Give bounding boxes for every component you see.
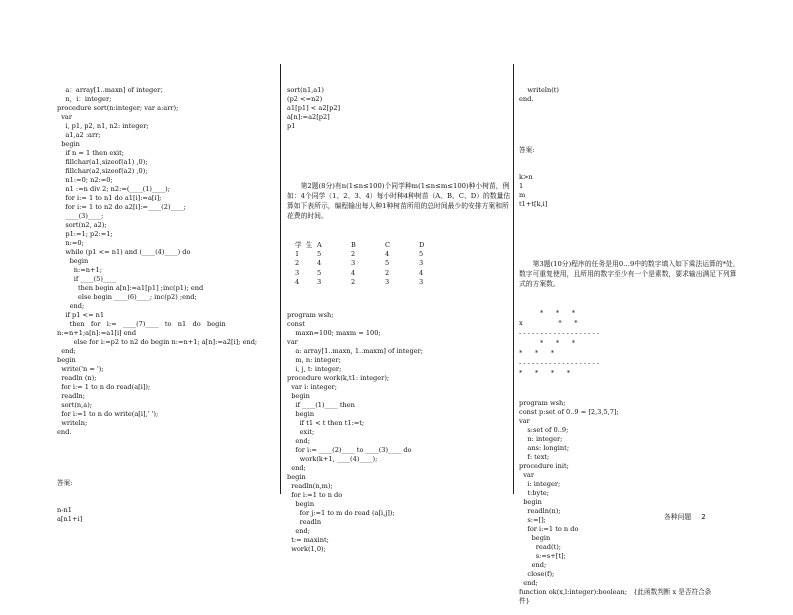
time-table <box>295 241 513 287</box>
code-line: end; <box>57 347 76 355</box>
code-line: const p:set of 0..9 = [2,3,5,7]; <box>519 408 619 416</box>
code-line: var i: integer; <box>287 382 337 391</box>
answer-line: a1[p1] < a2[p2] <box>287 104 341 112</box>
table-cell: 学 生 <box>295 241 313 249</box>
code-line: readln; <box>57 392 85 400</box>
table-cell: 4 <box>317 259 322 268</box>
code-line: sort(n,a); <box>57 401 92 409</box>
code-line: t:= maxint; <box>287 535 329 544</box>
answer-line: a[n1+i] <box>57 515 83 523</box>
answer-line: n-n1 <box>57 506 72 514</box>
table-cell: C <box>385 241 391 249</box>
code-line: s:set of 0..9; <box>519 426 569 434</box>
code-line: a：array[1..maxn] of integer； <box>57 86 167 94</box>
puzzle-row: * * * <box>519 349 555 357</box>
code-block-wsh-2 <box>519 399 741 606</box>
code-line: begin <box>57 356 76 364</box>
code-line: for i:= 1 to n do read(a[i]); <box>57 383 151 391</box>
code-line: procedure sort(n:integer; var a:arr); <box>57 104 179 112</box>
code-line: for i:=1 to n do <box>519 525 579 533</box>
code-line: close(f); <box>519 570 555 578</box>
table-row <box>295 278 513 287</box>
code-line: program wsh; <box>519 399 566 407</box>
code-line: begin <box>519 498 542 506</box>
code-line: end; <box>57 302 85 310</box>
code-line: end; <box>287 463 306 472</box>
answer-list <box>57 506 273 524</box>
code-line: write('n = '); <box>57 365 104 373</box>
code-line: readln(n,m); <box>287 481 333 490</box>
code-line: function ok(x,l:integer):boolean; {此函数判断 x 是否符合条 <box>519 588 712 596</box>
code-line: f: text; <box>519 453 550 461</box>
table-cell: 5 <box>419 250 424 259</box>
answer-line: m <box>519 191 526 199</box>
table-cell: 5 <box>385 259 390 268</box>
answer-line: k>n <box>519 173 533 181</box>
problem-3-statement: 第3题(10分)程序的任务是用0…9中的数字填入如下乘法运算的*处，数字可重复使用，且所用的数字至少有一个是素数，要求输出满足下列算式的方案数。 <box>519 260 740 288</box>
code-block-end <box>519 86 741 104</box>
answer-line: (p2 <=n2) <box>287 95 323 103</box>
code-line: work(k+1, ____(4)____); <box>287 454 378 463</box>
multiplication-puzzle <box>519 309 741 379</box>
code-line: p1:=1; p2:=1; <box>57 230 113 238</box>
code-line: n1 :=n div 2; n2:=(____(1)____); <box>57 185 170 193</box>
table-cell: A <box>317 241 322 249</box>
code-line: begin <box>287 472 306 481</box>
code-line: s:=s+[t]; <box>519 552 566 560</box>
table-cell: 4 <box>385 250 390 259</box>
code-line: n:=0; <box>57 239 84 247</box>
table-cell: 5 <box>317 268 322 277</box>
code-line: readln (n); <box>57 374 97 382</box>
code-line: else for i:=p2 to n2 do begin n:=n+1; a[n]:=a2[i]; end; <box>57 338 258 346</box>
problem-2-statement: 第2题(8分)有n(1≤n≤100)个同学种m(1≤n≤m≤100)种小树苗，例如：4个同学（1、2、3、4）每小时种4种树苗（A、B、C、D）的数量估算如下表所示，编程输出每人种1种树苗所用的总时间最少的安排方案和所花费的时间。 <box>287 182 511 220</box>
puzzle-row: * * * <box>519 339 576 347</box>
table-header-row <box>295 241 513 250</box>
code-line: t:byte; <box>519 489 549 497</box>
page-number: 2 <box>701 513 706 521</box>
code-line: n1:=0; n2:=0; <box>57 176 113 184</box>
code-line: exit; <box>287 427 315 436</box>
table-cell: 3 <box>419 277 424 286</box>
answer-line: p1 <box>287 122 296 130</box>
code-line: writeln; <box>57 419 88 427</box>
answer-label: 答案: <box>519 146 535 154</box>
code-line: end; <box>287 436 310 445</box>
table-row <box>295 269 513 278</box>
code-line: var <box>57 113 73 121</box>
answer-label: 答案: <box>57 479 73 487</box>
code-line: while (p1 <= n1) and (____(4)____) do <box>57 248 191 256</box>
code-line: then for i:= ____(7)____ to n1 do begin <box>57 320 226 328</box>
page-footer <box>664 511 714 521</box>
code-block-sort <box>57 86 273 437</box>
code-line: if p1 <= n1 <box>57 311 105 319</box>
code-line: for i:= 1 to n2 do a2[i]:=____(2)____; <box>57 203 186 211</box>
puzzle-row: * * * <box>519 309 576 317</box>
code-block-wsh <box>287 311 513 554</box>
table-row <box>295 250 513 259</box>
table-cell: 3 <box>419 259 424 268</box>
code-line: fillchar(a2,sizeof(a2) ,0); <box>57 167 148 175</box>
code-line: var <box>519 471 535 479</box>
code-line: n: integer; <box>519 435 563 443</box>
puzzle-row: * * * * <box>519 369 570 377</box>
code-line: a1,a2 :arr; <box>57 131 101 139</box>
answer-list <box>519 173 741 209</box>
code-line: sort(n2, a2); <box>57 221 107 229</box>
code-line: fillchar(a1,sizeof(a1) ,0); <box>57 158 148 166</box>
table-cell: 4 <box>295 277 300 286</box>
code-line: program wsh; <box>287 310 334 319</box>
code-line: ____(3)____; <box>57 212 104 220</box>
code-line: const <box>287 319 305 328</box>
table-cell: 5 <box>317 250 322 259</box>
code-line: for i:= 1 to n1 do a1[i]:=a[i]; <box>57 194 162 202</box>
code-line: var <box>287 337 298 346</box>
right-column <box>519 68 741 615</box>
code-line: n，i：integer; <box>57 95 112 103</box>
table-cell: 3 <box>385 277 390 286</box>
table-cell: 2 <box>351 250 356 259</box>
code-line: i, p1, p2, n1, n2: integer; <box>57 122 149 130</box>
code-line: if ____(5)____ <box>57 275 117 283</box>
table-cell: 2 <box>385 268 390 277</box>
code-line: for i:=1 to n do write(a[i],' '); <box>57 410 159 418</box>
table-cell: 4 <box>419 268 424 277</box>
code-line: writeln(t) <box>519 86 559 94</box>
code-line: begin <box>519 534 551 542</box>
puzzle-row: - - - - - - - - - - - - - - - - - - - <box>519 329 600 337</box>
answer-line: 1 <box>519 182 524 190</box>
code-line: procedure work(k,t1: integer); <box>287 373 390 382</box>
answer-line: t1+t[k,i] <box>519 200 548 208</box>
code-line: readln <box>287 517 322 526</box>
code-line: if n = 1 then exit; <box>57 149 125 157</box>
table-cell: 2 <box>351 277 356 286</box>
code-line: work(1,0); <box>287 544 326 553</box>
code-line: n:=n+1;a[n]:=a1[i] end <box>57 329 137 337</box>
code-line: procedure init; <box>519 462 569 470</box>
footer-title: 各种问题 <box>664 513 692 521</box>
table-cell: 3 <box>351 259 356 268</box>
code-line: 件} <box>519 597 530 605</box>
answer-list-continued <box>287 86 513 131</box>
code-line: end; <box>287 526 310 535</box>
table-cell: 3 <box>295 268 300 277</box>
code-line: i: integer; <box>519 480 561 488</box>
column-divider-right <box>513 64 514 494</box>
table-row <box>295 259 513 268</box>
code-line: if ____(1)____ then <box>287 400 355 409</box>
code-line: readln(n); <box>519 507 561 515</box>
code-line: begin <box>57 140 80 148</box>
code-line: end. <box>519 95 534 103</box>
code-line: then begin a[n]:=a1[p1] ;inc(p1); end <box>57 284 204 292</box>
answer-line: sort(n1,a1) <box>287 86 324 94</box>
code-line: ans: longint; <box>519 444 570 452</box>
code-line: begin <box>287 499 315 508</box>
table-cell: 1 <box>295 250 300 259</box>
code-line: for i:= ____(2)____ to ____(3)____ do <box>287 445 412 454</box>
code-line: a: array[1..maxn, 1..maxm] of integer; <box>287 346 423 355</box>
answer-line: a[n]:=a2[p2] <box>287 113 330 121</box>
code-line: begin <box>287 409 315 418</box>
code-line: begin <box>287 391 310 400</box>
code-line: for j:=1 to m do read (a[i,j]); <box>287 508 395 517</box>
puzzle-row: - - - - - - - - - - - - - - - - - - - <box>519 359 600 367</box>
code-line: end; <box>519 561 547 569</box>
code-line: i, j, t: integer; <box>287 364 342 373</box>
left-column <box>57 68 273 533</box>
puzzle-row: x * * <box>519 319 578 327</box>
code-line: maxn=100; maxm = 100; <box>287 328 381 337</box>
table-cell: B <box>351 241 356 249</box>
table-cell: 3 <box>317 277 322 286</box>
code-line: n:=n+1; <box>57 266 102 274</box>
table-cell: D <box>419 241 425 249</box>
column-divider-left <box>280 64 281 494</box>
code-line: m, n: integer; <box>287 355 341 364</box>
code-line: s:=[]; <box>519 516 546 524</box>
code-line: end. <box>57 428 72 436</box>
code-line: for i:=1 to n do <box>287 490 343 499</box>
code-line: var <box>519 417 530 425</box>
middle-column <box>287 68 513 563</box>
code-line: if t1 < t then t1:=t; <box>287 418 365 427</box>
code-line: end; <box>519 579 538 587</box>
code-line: else begin ____(6)____; inc(p2) ;end; <box>57 293 197 301</box>
code-line: begin <box>57 257 89 265</box>
table-cell: 2 <box>295 259 300 268</box>
code-line: read(t); <box>519 543 561 551</box>
table-cell: 4 <box>351 268 356 277</box>
